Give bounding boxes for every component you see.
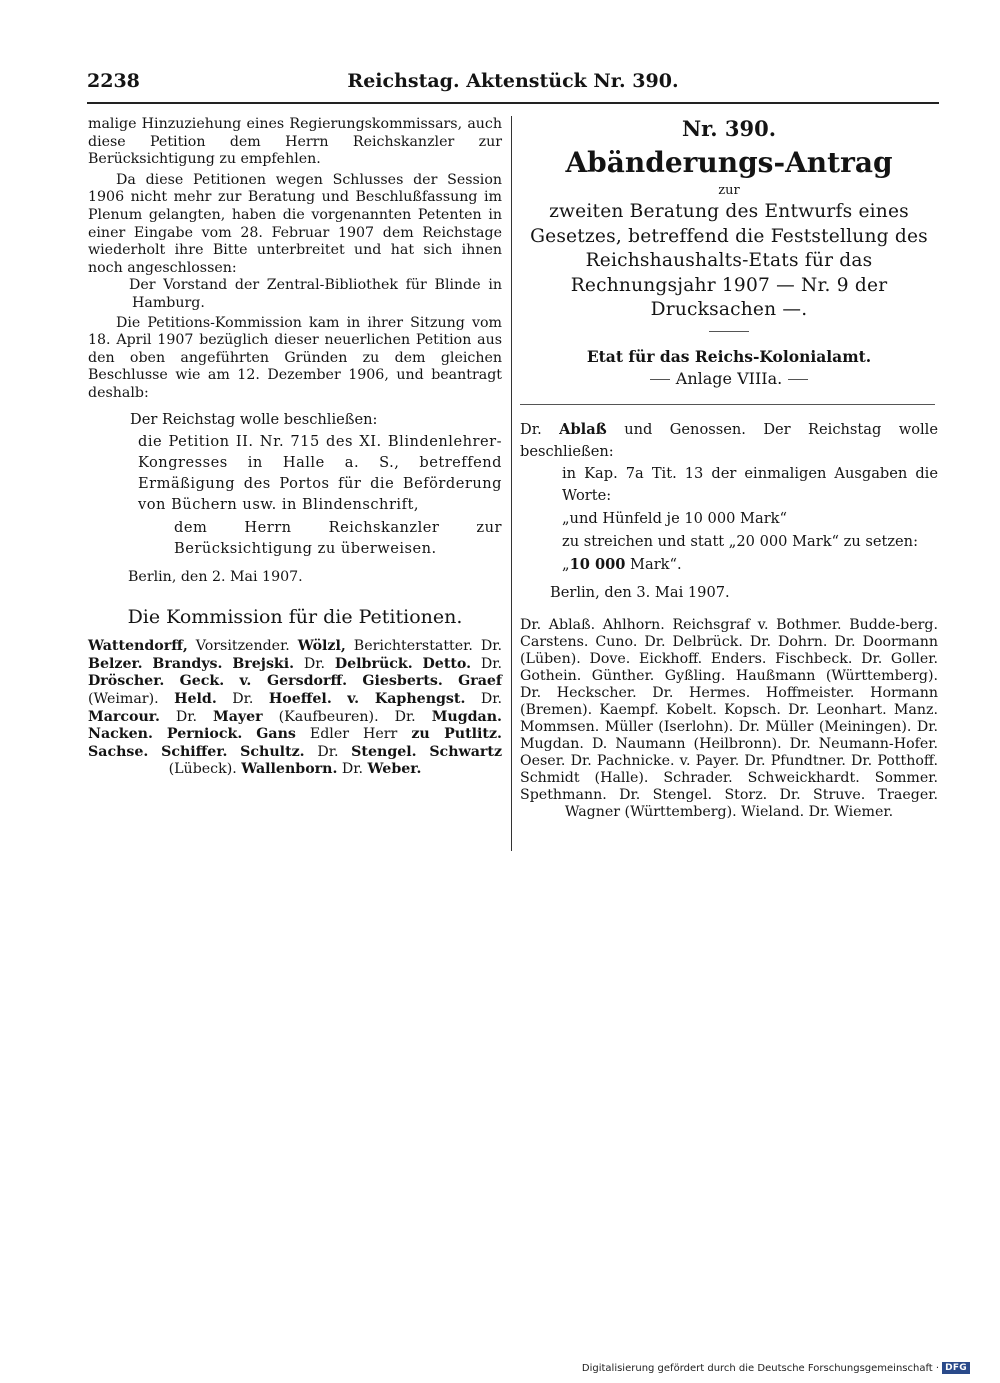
member-note: Dr. — [304, 743, 352, 760]
motion-prefix: Dr. — [520, 420, 560, 438]
member-name: Perniock. — [166, 726, 243, 743]
paragraph-continuation: malige Hinzuziehung eines Regierungskommissars, auch diese Petition dem Herrn Reichskanzler zur Berücksichtigung zu empfehlen. — [88, 116, 502, 168]
motion-opening — [520, 419, 938, 463]
quote-close: Mark“. — [625, 555, 682, 573]
member-note — [224, 673, 239, 689]
annex-line — [520, 368, 938, 390]
section-rule — [520, 404, 935, 405]
member-note — [347, 673, 362, 689]
member-name: Weber. — [367, 761, 422, 778]
member-name: Marcour. — [88, 708, 160, 725]
resolution-action: dem Herrn Reichskanzler zur Berücksichtigung zu überweisen. — [174, 519, 502, 558]
member-name: Brejski. — [232, 655, 295, 672]
member-name: Belzer. — [88, 655, 143, 672]
right-column — [520, 116, 938, 821]
dash-left — [650, 379, 670, 380]
short-rule — [709, 331, 749, 332]
footer-credit — [582, 1362, 970, 1374]
date-line: Berlin, den 2. Mai 1907. — [128, 569, 303, 586]
paragraph-petitions: Da diese Petitionen wegen Schlusses der Session 1906 nicht mehr zur Beratung und Beschlußfassung im Plenum gelangten, haben die vorgenannten Petenten in einer Eingabe vom 28. Februar 1907 dem Reichstage wiederholt ihre Bitte unterbreitet und hat sich ihnen noch angeschlossen: — [88, 171, 502, 276]
member-note: (Kaufbeuren). Dr. — [262, 708, 432, 725]
dfg-logo: DFG — [942, 1362, 970, 1374]
motion-quote: „und Hünfeld je 10 000 Mark“ — [562, 509, 787, 527]
motion-new-amount — [520, 553, 938, 576]
member-name: Brandys. — [152, 655, 223, 672]
member-name: Stengel. — [351, 743, 417, 760]
member-note: Dr. — [471, 655, 502, 672]
member-note — [417, 744, 430, 760]
resolution-intro: Der Reichstag wolle beschließen: — [130, 410, 378, 428]
member-note: Vorsitzender. — [187, 638, 298, 655]
credit-text: Digitalisierung gefördert durch die Deutsche Forschungsgemeinschaft · — [581, 1362, 940, 1374]
motion-rest: und Genossen. Der Reichstag wolle beschließen: — [520, 420, 938, 460]
paragraph-commission-session: Die Petitions-Kommission kam in ihrer Sitzung vom 18. April 1907 bezüglich dieser neuerlichen Petition aus den oben angeführten Gründen zu dem gleichen Beschlusse wie am 12. Dezember 1906, und beantragt deshalb: — [88, 314, 502, 401]
member-name: zu Putlitz. — [411, 726, 502, 743]
resolution-body: die Petition II. Nr. 715 des XI. Blindenlehrer-Kongresses in Halle a. S., betreffend Ermäßigung des Portos für die Beförderung von Büchern usw. in Blindenschrift, — [138, 433, 502, 514]
header-rule — [87, 102, 939, 104]
member-note — [443, 673, 458, 689]
document-subject: zweiten Beratung des Entwurfs eines Gesetzes, betreffend die Feststellung des Reichshaushalts-Etats für das Rechnungsjahr 1907 — Nr. 9 der Drucksachen —. — [530, 201, 928, 320]
document-number: Nr. 390. — [681, 116, 777, 141]
document-title: Abänderungs-Antrag — [565, 146, 893, 179]
new-amount: 10 000 — [569, 555, 626, 573]
paragraph-library: Der Vorstand der Zentral-Bibliothek für Blinde in Hamburg. — [129, 277, 502, 311]
member-name: Giesberts. — [362, 673, 443, 690]
member-name: Wattendorff, — [88, 638, 188, 655]
page-header — [87, 70, 939, 98]
member-name: v. Gersdorff. — [239, 673, 348, 690]
motion-mover: Ablaß — [559, 420, 607, 438]
member-name: Detto. — [422, 655, 472, 672]
member-name: Hoeffel. — [268, 691, 332, 708]
commission-heading: Die Kommission für die Petitionen. — [127, 605, 463, 628]
member-note — [242, 726, 256, 742]
member-note: Dr. — [465, 691, 502, 708]
member-name: Wallenborn. — [241, 761, 338, 778]
member-name: Wölzl, — [297, 638, 346, 655]
member-name: Dröscher. — [88, 673, 165, 690]
member-name: Mugdan. — [431, 708, 502, 725]
member-name: Schultz. — [240, 743, 305, 760]
member-note: Dr. — [294, 655, 335, 672]
member-name: Schiffer. — [161, 743, 228, 760]
quote-open: „ — [562, 555, 570, 573]
member-name: Geck. — [179, 673, 225, 690]
member-note: (Lübeck). — [168, 761, 242, 778]
page-number: 2238 — [87, 70, 140, 92]
member-note: Berichterstatter. Dr. — [345, 638, 502, 655]
date-line-right: Berlin, den 3. Mai 1907. — [550, 583, 730, 601]
member-name: Schwartz — [429, 743, 503, 760]
member-note — [143, 656, 153, 672]
commission-members — [88, 638, 502, 779]
member-note — [227, 744, 240, 760]
motion-strike-line: zu streichen und statt „20 000 Mark“ zu setzen: — [562, 532, 918, 550]
member-note — [153, 726, 167, 742]
member-note — [164, 673, 179, 689]
member-note: (Weimar). — [88, 691, 175, 708]
member-name: Held. — [174, 691, 217, 708]
member-note: Dr. — [337, 761, 368, 778]
member-name: Delbrück. — [334, 655, 413, 672]
motion-body: in Kap. 7a Tit. 13 der einmaligen Ausgaben die Worte: — [562, 464, 938, 504]
member-name: Gans — [256, 726, 296, 743]
signatories: Dr. Ablaß. Ahlhorn. Reichsgraf v. Bothmer. Budde-berg. Carstens. Cuno. Dr. Delbrück. Dr. Dohrn. Dr. Doormann (Lüben). Dove. Eickhoff. Enders. Fischbeck. Dr. Goller. Gothein. Günther. Gyßling. Haußmann (Württemberg). Dr. Heckscher. Dr. Hermes. Hoffmeister. Hormann (Bremen). Kaempf. Kobelt. Kopsch. Dr. Leonhart. Manz. Mommsen. Müller (Iserlohn). Dr. Müller (Meiningen). Dr. Mugdan. D. Naumann (Heilbronn). Dr. Neumann-Hofer. Oeser. Dr. Pachnicke. v. Payer. Dr. Pfundtner. Dr. Potthoff. Schmidt (Halle). Schrader. Schweickhardt. Sommer. Spethmann. Dr. Stengel. Storz. Dr. Struve. Traeger. Wagner (Württemberg). Wieland. Dr. Wiemer. — [520, 617, 938, 821]
member-name: Mayer — [213, 708, 263, 725]
member-note — [223, 656, 233, 672]
member-note: Dr. — [159, 708, 213, 725]
dash-right — [788, 379, 808, 380]
member-note: Dr. — [216, 691, 269, 708]
member-name: Nacken. — [88, 726, 153, 743]
running-head: Reichstag. Aktenstück Nr. 390. — [347, 70, 679, 92]
member-name: v. Kaphengst. — [347, 691, 466, 708]
document-zur: zur — [718, 183, 740, 198]
member-note — [332, 691, 347, 707]
left-column — [88, 116, 502, 779]
column-divider — [511, 116, 512, 851]
member-name: Sachse. — [88, 743, 149, 760]
member-note — [413, 656, 423, 672]
annex-label: Anlage VIIIa. — [675, 368, 783, 388]
member-note: Edler Herr — [295, 726, 412, 743]
section-heading: Etat für das Reichs-Kolonialamt. — [586, 346, 872, 366]
member-note — [148, 744, 161, 760]
member-name: Graef — [458, 673, 503, 690]
